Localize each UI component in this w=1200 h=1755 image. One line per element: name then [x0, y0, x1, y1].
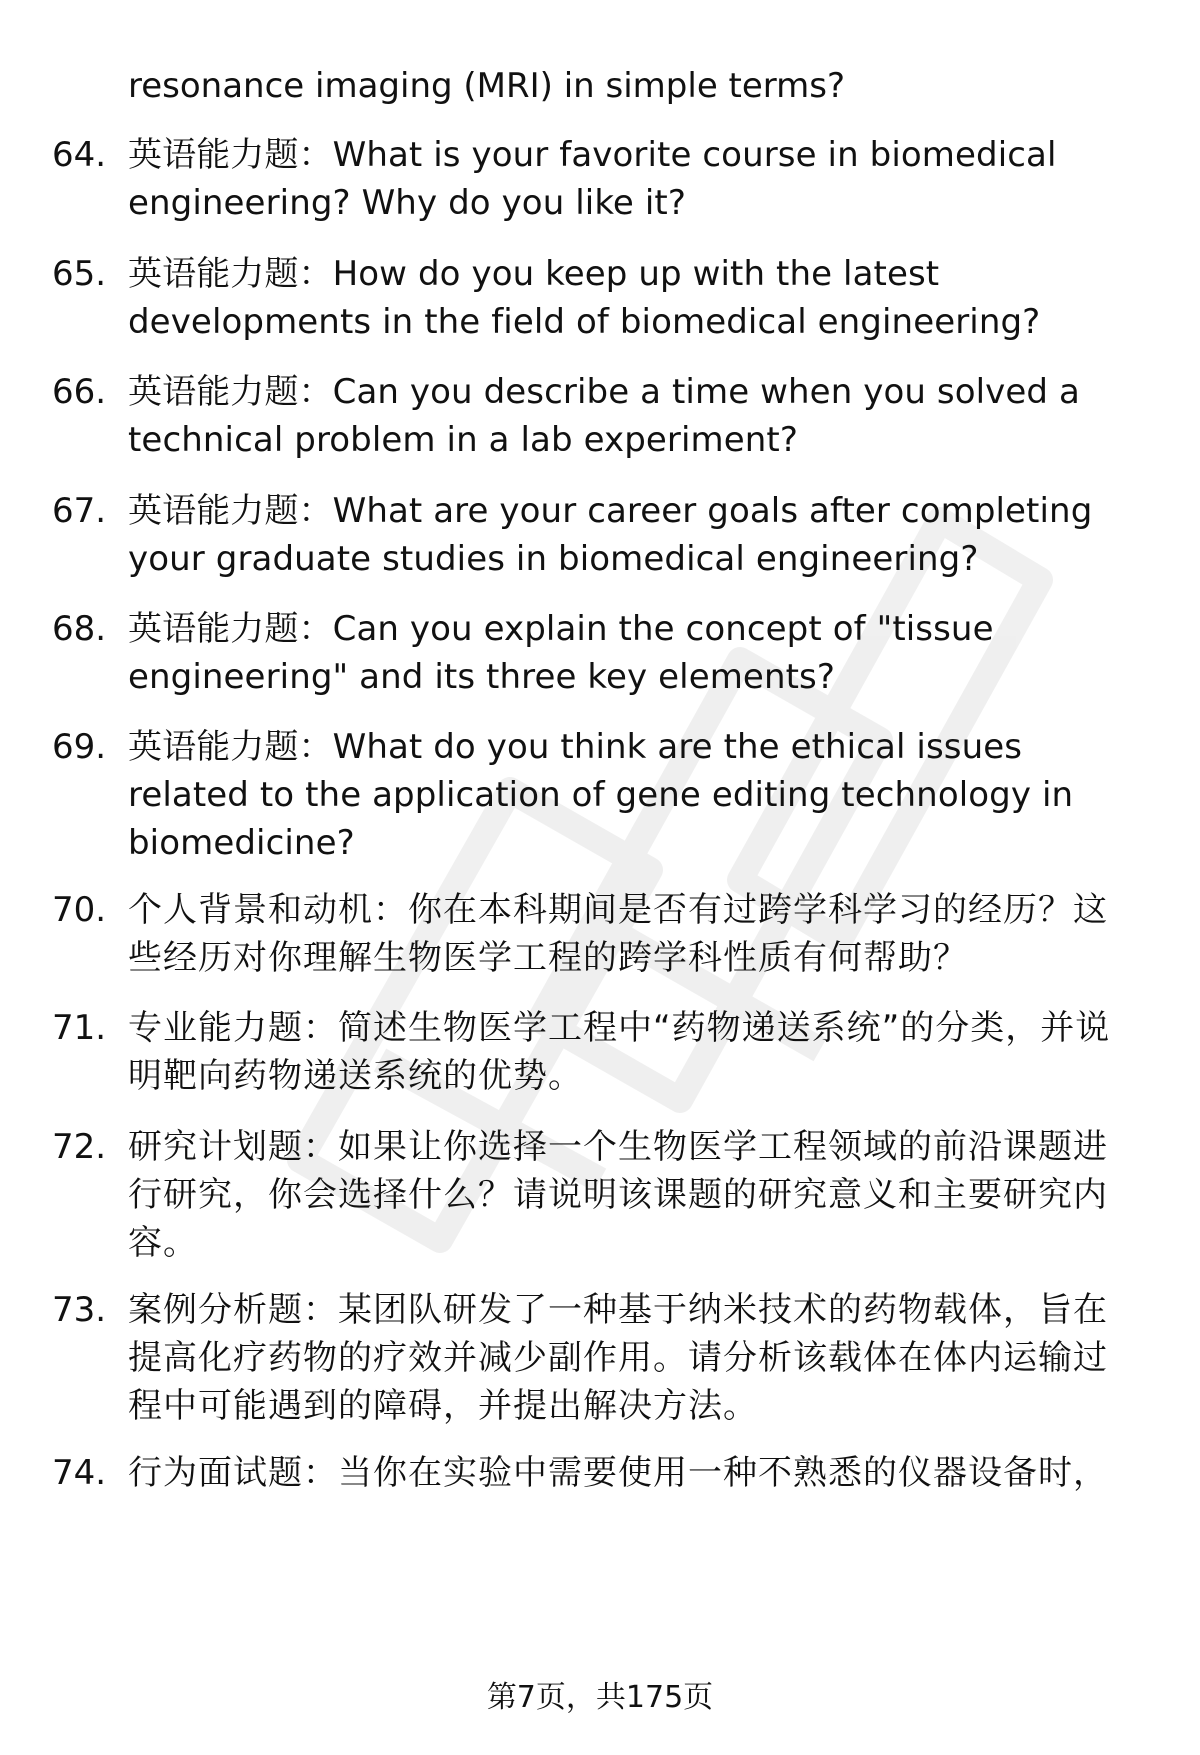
question-text: 英语能力题：Can you describe a time when you solved a technical problem in a lab experiment? — [128, 372, 1080, 460]
question-text: 英语能力题：How do you keep up with the latest developments in the field of biomedical engineering? — [128, 254, 1041, 342]
question-text: 案例分析题：某团队研发了一种基于纳米技术的药物载体，旨在提高化疗药物的疗效并减少副作用。请分析该载体在体内运输过程中可能遇到的障碍，并提出解决方法。 — [128, 1290, 1108, 1426]
question-number: 66. — [52, 372, 107, 412]
question-number: 69. — [52, 727, 107, 767]
question-text: 英语能力题：Can you explain the concept of "tissue engineering" and its three key elements? — [128, 609, 994, 697]
question-number: 67. — [52, 491, 107, 531]
question-text: 英语能力题：What do you think are the ethical issues related to the application of gene editing technology in biomedicine? — [128, 727, 1074, 863]
question-number: 65. — [52, 254, 107, 294]
question-text: 研究计划题：如果让你选择一个生物医学工程领域的前沿课题进行研究，你会选择什么？请说明该课题的研究意义和主要研究内容。 — [128, 1127, 1108, 1263]
question-number: 64. — [52, 135, 107, 175]
question-number: 74. — [52, 1453, 107, 1493]
continuation-text: resonance imaging (MRI) in simple terms? — [128, 66, 846, 106]
question-number: 70. — [52, 890, 107, 930]
question-number: 71. — [52, 1008, 107, 1048]
question-text: 个人背景和动机：你在本科期间是否有过跨学科学习的经历？这些经历对你理解生物医学工程的跨学科性质有何帮助？ — [128, 890, 1108, 978]
question-text: 行为面试题：当你在实验中需要使用一种不熟悉的仪器设备时， — [128, 1453, 1108, 1493]
question-number: 72. — [52, 1127, 107, 1167]
question-number: 68. — [52, 609, 107, 649]
question-text: 英语能力题：What is your favorite course in biomedical engineering? Why do you like it? — [128, 135, 1057, 223]
question-text: 英语能力题：What are your career goals after completing your graduate studies in biomedical engineering? — [128, 491, 1093, 579]
question-number: 73. — [52, 1290, 107, 1330]
page-footer: 第7页，共175页 — [486, 1680, 714, 1715]
question-text: 专业能力题：简述生物医学工程中“药物递送系统”的分类，并说明靶向药物递送系统的优势。 — [128, 1008, 1111, 1096]
